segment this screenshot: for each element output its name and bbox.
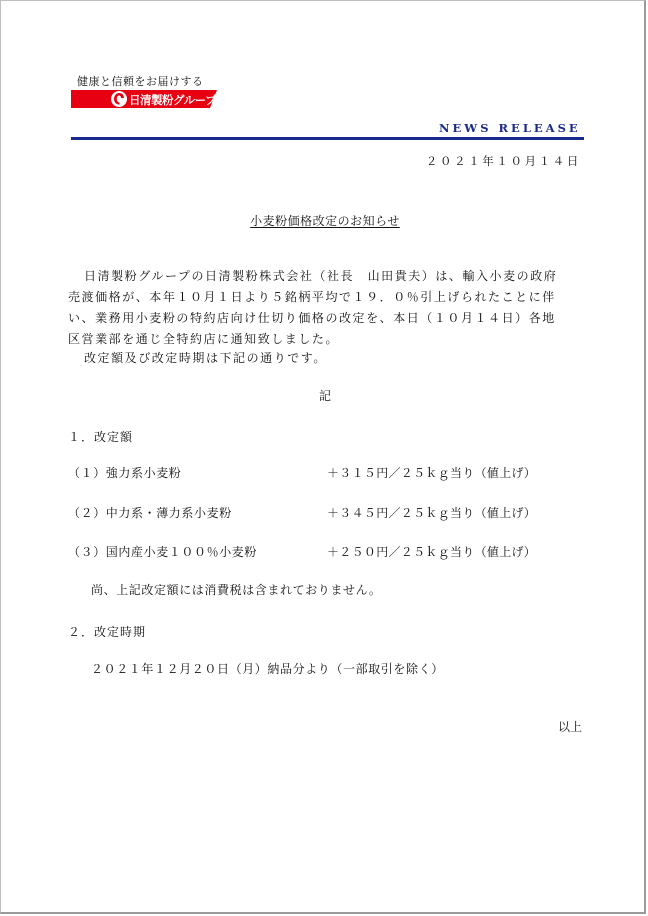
body-line: 売渡価格が、本年１０月１日より５銘柄平均で１９．０％引上げられたことに伴 bbox=[68, 290, 556, 304]
price-item bbox=[68, 543, 568, 559]
logo-text: 日清製粉グループ bbox=[129, 93, 217, 107]
document-title: 小麦粉価格改定のお知らせ bbox=[250, 214, 400, 228]
company-tagline: 健康と信頼をお届けする bbox=[77, 75, 204, 88]
price-item-value: ＋２５０円／２５ｋｇ当り（値上げ） bbox=[327, 545, 537, 559]
price-item-name: （１）強力系小麦粉 bbox=[68, 466, 182, 480]
tax-note: 尚、上記改定額には消費税は含まれておりません。 bbox=[91, 583, 382, 597]
release-date: ２０２１年１０月１４日 bbox=[425, 154, 581, 168]
section-2-heading: ２．改定時期 bbox=[68, 625, 147, 639]
body-line: 日清製粉グループの日清製粉株式会社（社長 山田貴夫）は、輸入小麦の政府 bbox=[84, 269, 558, 283]
price-item-value: ＋３１５円／２５ｋｇ当り（値上げ） bbox=[327, 466, 537, 480]
header-rule bbox=[71, 137, 584, 140]
nisshin-logo-icon bbox=[71, 88, 217, 110]
price-item bbox=[68, 504, 568, 520]
nisshin-logo bbox=[71, 88, 217, 110]
body-line: 改定額及び改定時期は下記の通りです。 bbox=[84, 351, 327, 365]
news-release-label: NEWS RELEASE bbox=[439, 121, 581, 135]
price-item bbox=[68, 464, 568, 480]
closing-mark: 以上 bbox=[557, 720, 582, 734]
section-1-heading: １．改定額 bbox=[68, 430, 134, 444]
revision-timing: ２０２１年１２月２０日（月）納品分より（一部取引を除く） bbox=[91, 662, 444, 676]
body-line: い、業務用小麦粉の特約店向け仕切り価格の改定を、本日（１０月１４日）各地 bbox=[68, 311, 556, 325]
price-item-value: ＋３４５円／２５ｋｇ当り（値上げ） bbox=[327, 506, 537, 520]
price-item-name: （３）国内産小麦１００％小麦粉 bbox=[68, 545, 258, 559]
body-line: 区営業部を通じ全特約店に通知致しました。 bbox=[68, 332, 340, 346]
ki-mark: 記 bbox=[318, 389, 331, 403]
price-item-name: （２）中力系・薄力系小麦粉 bbox=[68, 506, 232, 520]
